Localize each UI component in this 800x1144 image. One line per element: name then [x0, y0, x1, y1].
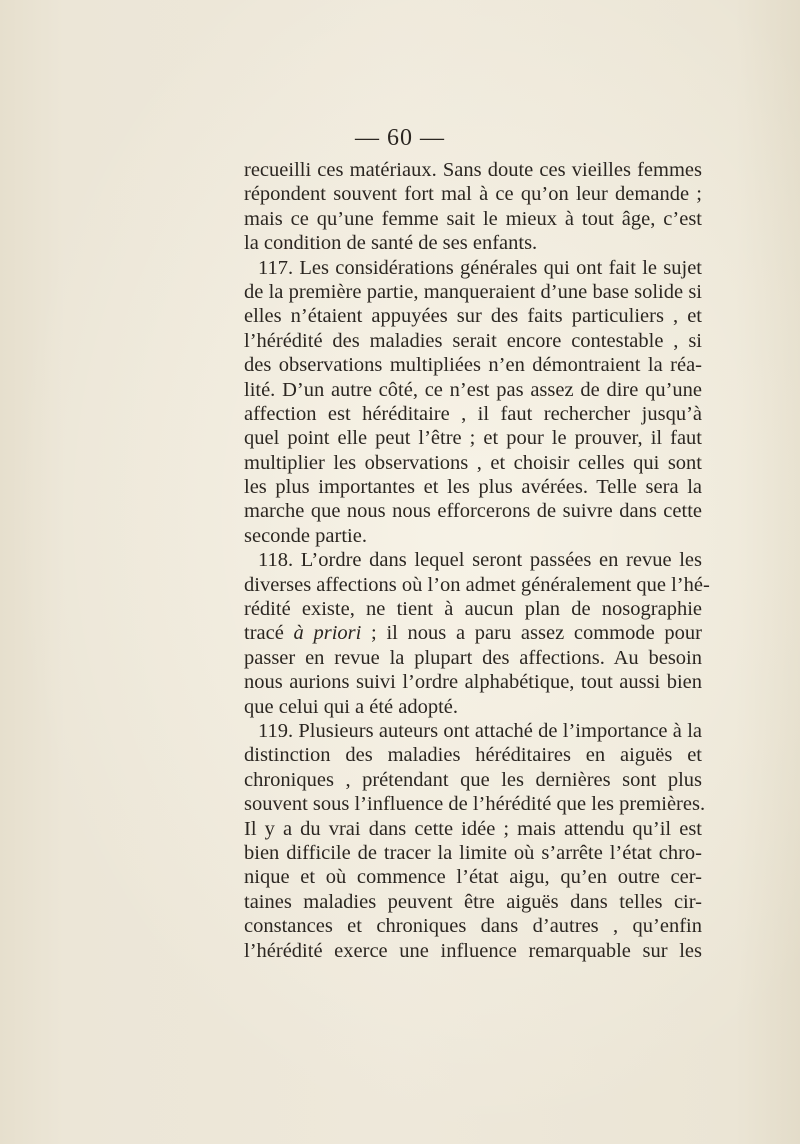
text-line: seconde partie.: [244, 524, 367, 547]
text-line: marche que nous nous efforcerons de suivre dans cette: [244, 500, 702, 523]
text-line: souvent sous l’influence de l’hérédité que les premières.: [244, 793, 706, 816]
italic-phrase: à priori: [293, 622, 362, 645]
text-line: lité. D’un autre côté, ce n’est pas assez de dire qu’une: [244, 378, 702, 401]
text-line: des observations multipliées n’en démontraient la réa-: [244, 354, 702, 377]
text-line: Il y a du vrai dans cette idée ; mais attendu qu’il est: [244, 817, 702, 840]
text-line: elles n’étaient appuyées sur des faits particuliers , et: [244, 305, 702, 328]
text-line: quel point elle peut l’être ; et pour le prouver, il faut: [244, 427, 702, 450]
text-line: la condition de santé de ses enfants.: [244, 232, 538, 255]
text-line: distinction des maladies héréditaires en aiguës et: [244, 744, 702, 767]
text-line: l’hérédité des maladies serait encore contestable , si: [244, 329, 702, 352]
text-line: chroniques , prétendant que les dernières sont plus: [244, 768, 702, 791]
text-line: rédité existe, ne tient à aucun plan de nosographie: [244, 598, 702, 621]
text-line: nous aurions suivi l’ordre alphabétique, tout aussi bien: [244, 671, 702, 694]
text-line: l’hérédité exerce une influence remarquable sur les: [244, 939, 702, 962]
text-line: taines maladies peuvent être aiguës dans telles cir-: [244, 890, 702, 913]
text-line: passer en revue la plupart des affections. Au besoin: [244, 646, 702, 669]
text-line: les plus importantes et les plus avérées. Telle sera la: [244, 476, 702, 499]
text-line: répondent souvent fort mal à ce qu’on leur demande ;: [244, 183, 702, 206]
paragraph-117-start: 117. Les considérations générales qui ont fait le sujet: [258, 256, 702, 279]
paragraph-118-start: 118. L’ordre dans lequel seront passées en revue les: [258, 549, 702, 572]
text-line: diverses affections où l’on admet généralement que l’hé-: [244, 573, 710, 596]
text-line: nique et où commence l’état aigu, qu’en outre cer-: [244, 866, 702, 889]
text-line: bien difficile de tracer la limite où s’arrête l’état chro-: [244, 841, 702, 864]
text-line-italic-phrase: tracé à priori ; il nous a paru assez commode pour: [244, 622, 702, 645]
paragraph-119-start: 119. Plusieurs auteurs ont attaché de l’importance à la: [258, 719, 702, 742]
text-line: mais ce qu’une femme sait le mieux à tout âge, c’est: [244, 207, 702, 230]
body-text: [244, 158, 710, 963]
text-line: que celui qui a été adopté.: [244, 695, 459, 718]
page-number: — 60 —: [355, 125, 445, 151]
text-line: affection est héréditaire , il faut rechercher jusqu’à: [244, 402, 702, 425]
text-line: constances et chroniques dans d’autres , qu’enfin: [244, 915, 702, 938]
text-line: recueilli ces matériaux. Sans doute ces vieilles femmes: [244, 159, 702, 181]
text-line: multiplier les observations , et choisir celles qui sont: [244, 451, 702, 474]
text-line: de la première partie, manqueraient d’une base solide si: [244, 280, 702, 303]
